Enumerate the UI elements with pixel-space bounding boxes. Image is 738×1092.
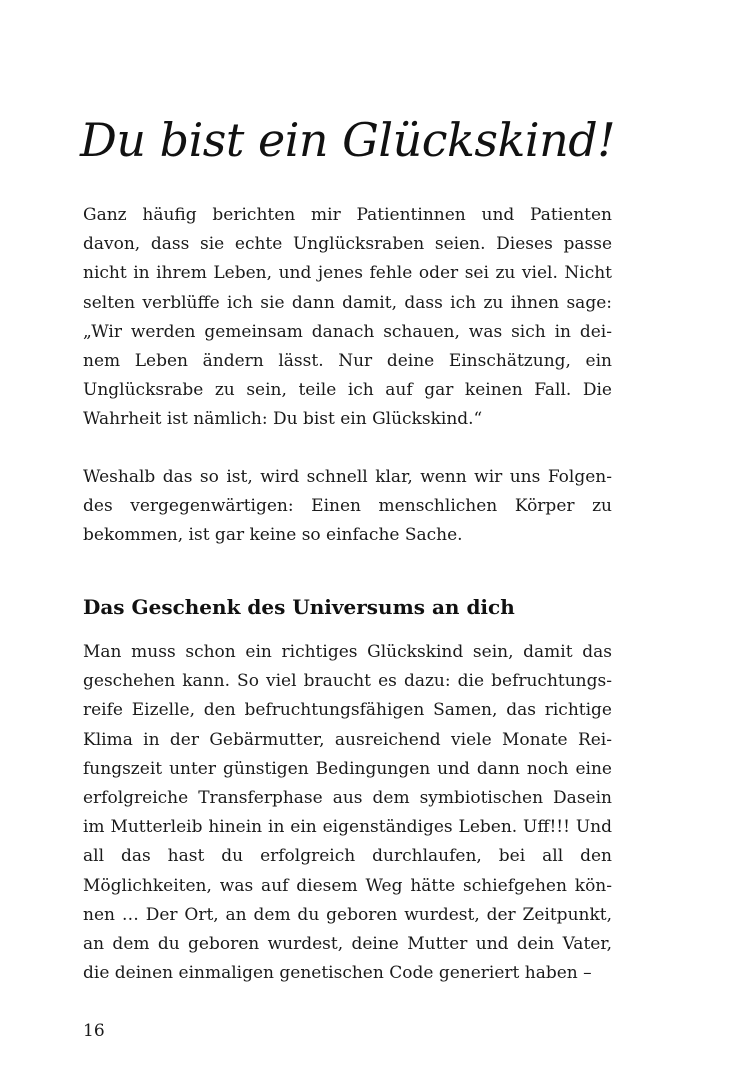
section-heading: Das Geschenk des Universums an dich	[83, 595, 515, 619]
body-paragraph-1: Ganz häufig berichten mir Patientinnen und Patienten davon, dass sie echte Unglücksraben seien. Dieses passe nicht in ihrem Leben, und jenes fehle oder sei zu viel. Nicht selten verblüffe ich sie dann damit, dass ich zu ihnen sage: „Wir werden gemeinsam danach schauen, was sich in deinem Leben ändern lässt. Nur deine Einschätzung, ein Unglücksrabe zu sein, teile ich auf gar keinen Fall. Die Wahrheit ist nämlich: Du bist ein Glückskind.“	[83, 205, 612, 430]
page-number: 16	[83, 1021, 105, 1041]
chapter-title: Du bist ein Glückskind!	[80, 113, 616, 167]
section-paragraph: Man muss schon ein richtiges Glückskind sein, damit das geschehen kann. So viel braucht es dazu: die befruchtungsreife Eizelle, den befruchtungsfähigen Samen, das richtige Klima in der Gebärmutter, ausreichend viele Monate Reifungszeit unter günstigen Bedingungen und dann noch eine erfolgreiche Transferphase aus dem symbiotischen Dasein im Mutterleib hinein in ein eigenständiges Leben. Uff!!! Und all das hast du erfolgreich durchlaufen, bei all den Möglichkeiten, was auf diesem Weg hätte schiefgehen können … Der Ort, an dem du geboren wurdest, der Zeitpunkt, an dem du geboren wurdest, deine Mutter und dein Vater, die deinen einmaligen genetischen Code generiert haben –	[83, 642, 612, 984]
body-paragraph-2: Weshalb das so ist, wird schnell klar, wenn wir uns Folgendes vergegenwärtigen: Einen menschlichen Körper zu bekommen, ist gar keine so einfache Sache.	[83, 467, 612, 546]
